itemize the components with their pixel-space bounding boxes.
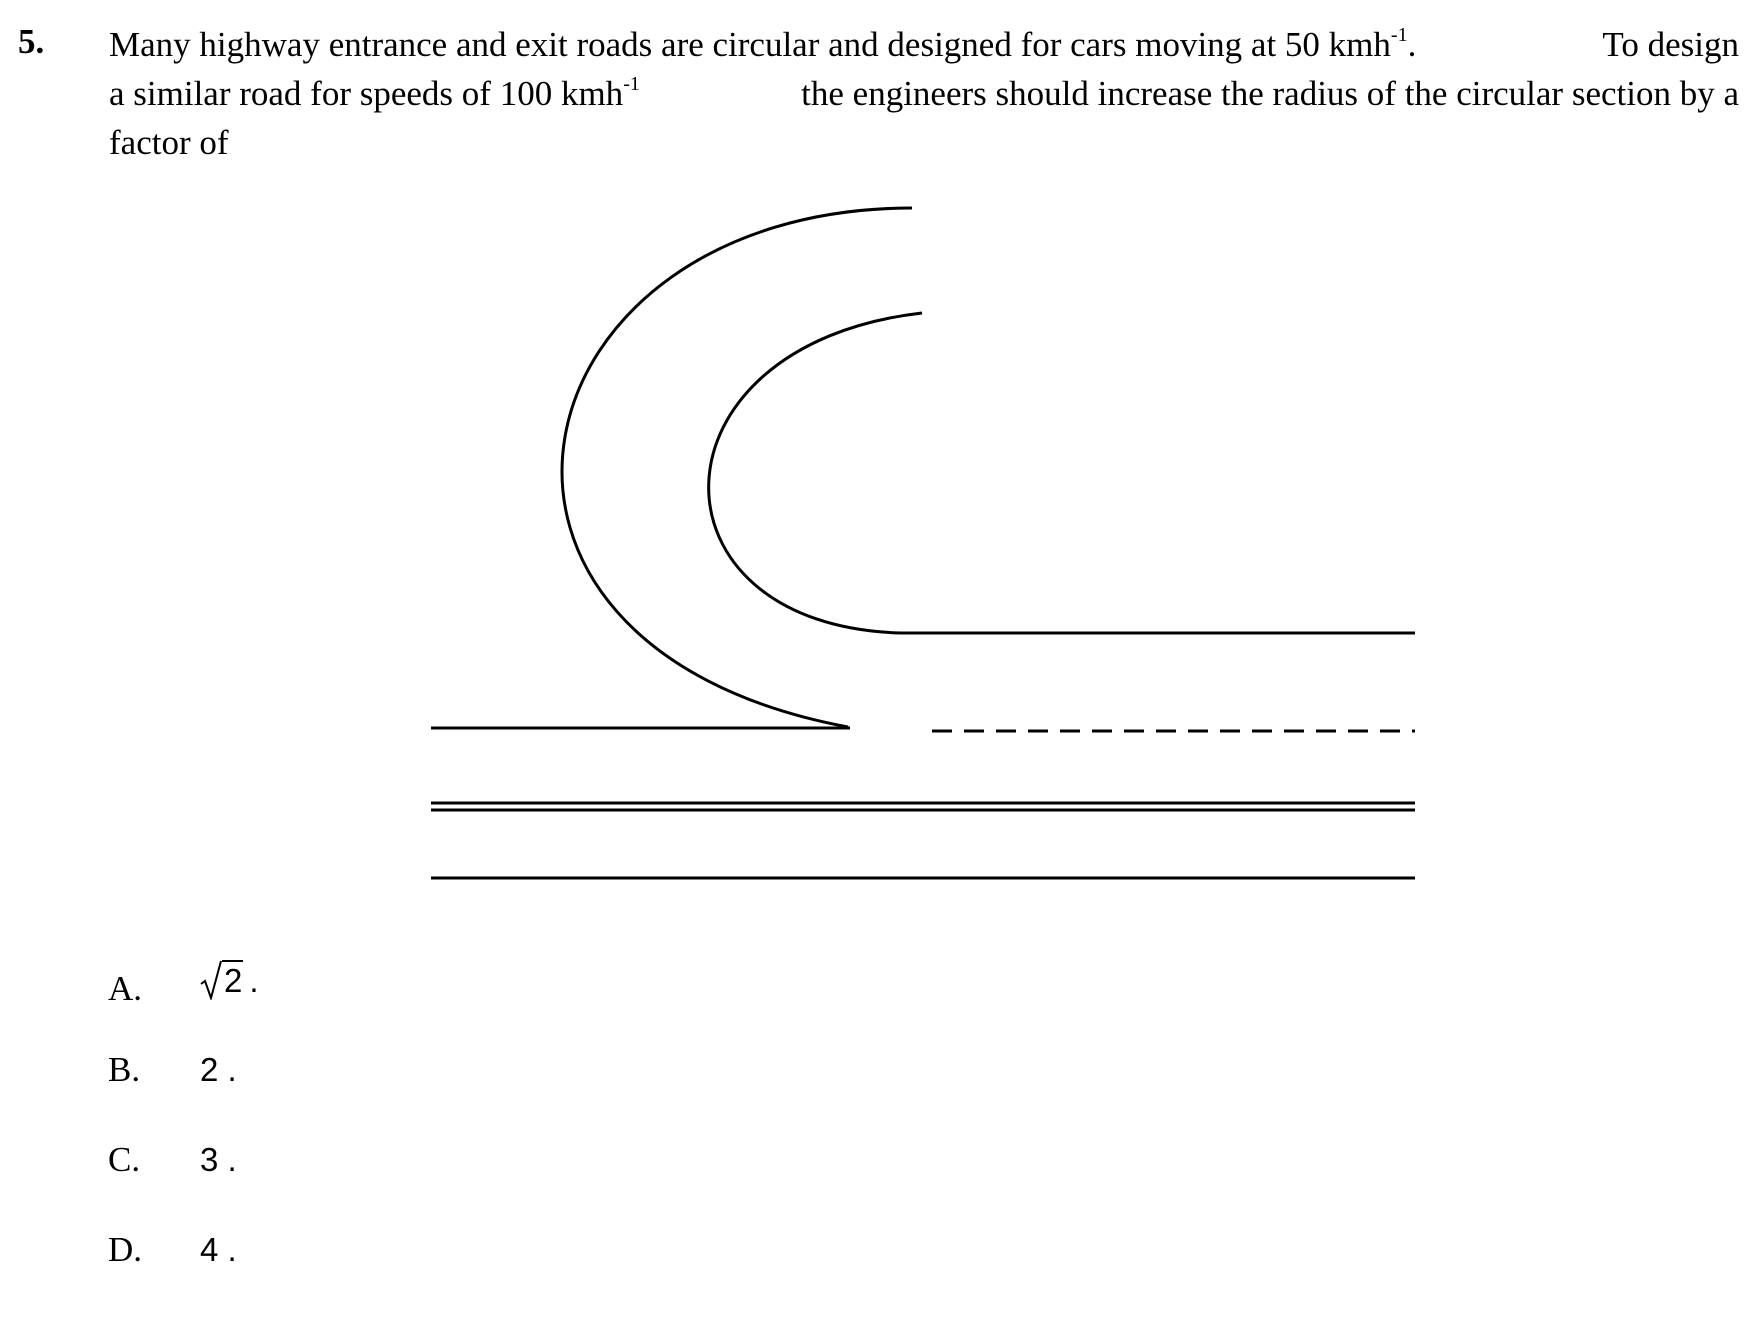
inner-curve <box>709 313 922 633</box>
stem-line-1-period: . <box>1407 25 1417 64</box>
option-c[interactable] <box>108 1140 237 1180</box>
option-a-value <box>200 960 259 1000</box>
option-a-letter: A. <box>108 969 143 1008</box>
question-stem <box>109 20 1739 167</box>
unit-exponent-2: -1 <box>623 73 640 95</box>
option-c-letter: C. <box>108 1140 141 1179</box>
sqrt-sign-icon <box>200 960 222 1000</box>
option-a[interactable] <box>108 960 259 1009</box>
road-diagram <box>420 195 1440 915</box>
option-c-value: 3 . <box>200 1141 237 1178</box>
stem-line-1-tail: To design <box>1602 25 1739 64</box>
option-b-letter: B. <box>108 1050 141 1089</box>
stem-line-3: factor of <box>109 123 229 162</box>
option-a-suffix: . <box>249 962 259 999</box>
stem-line-2 <box>109 69 1739 118</box>
option-d-value: 4 . <box>200 1231 237 1268</box>
option-d[interactable] <box>108 1230 237 1270</box>
stem-line-2-text: a similar road for speeds of 100 kmh <box>109 74 624 113</box>
option-b-value: 2 . <box>200 1051 237 1088</box>
outer-curve <box>562 208 912 727</box>
option-d-letter: D. <box>108 1230 143 1269</box>
stem-line-2-tail: the engineers should increase the radius of the circular section by a <box>801 74 1739 113</box>
unit-exponent-1: -1 <box>1390 24 1408 46</box>
option-a-radicand: 2 <box>224 962 243 999</box>
stem-line-1 <box>109 20 1739 69</box>
stem-line-1-text: Many highway entrance and exit roads are circular and designed for cars moving at 50 kmh <box>109 25 1391 64</box>
question-number: 5. <box>18 22 45 61</box>
option-b[interactable] <box>108 1050 237 1090</box>
